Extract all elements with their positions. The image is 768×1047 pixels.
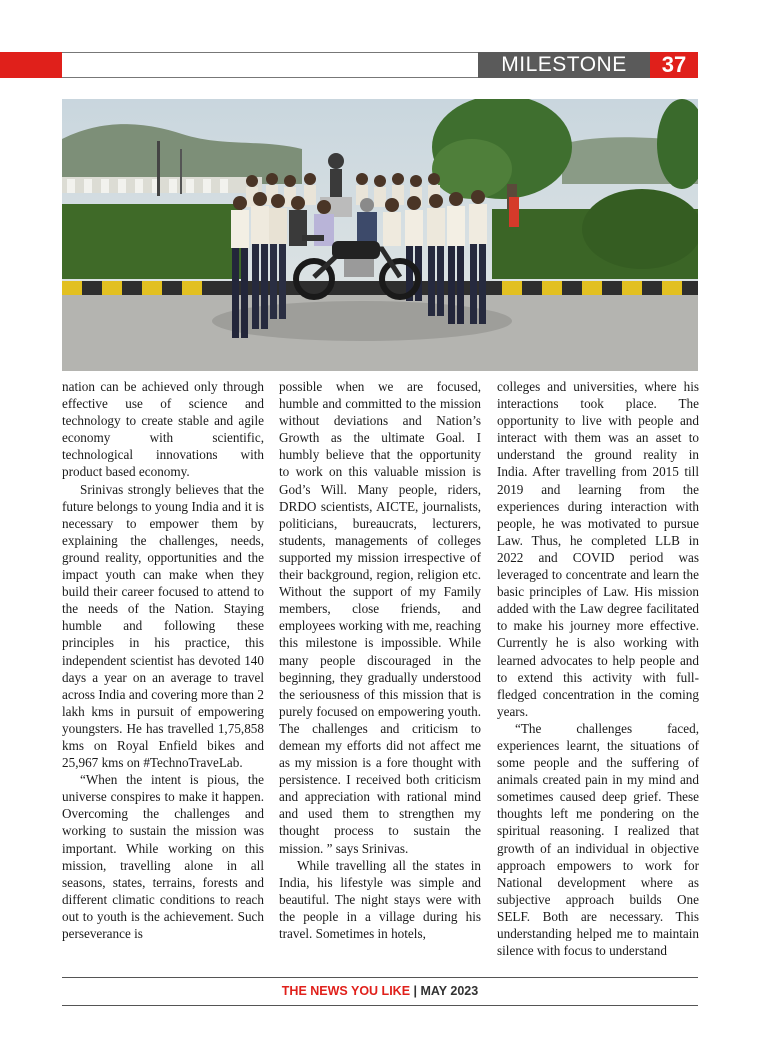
header-rule [62,52,478,78]
article-column-3 [497,378,699,959]
footer-rule-bottom [62,1005,698,1006]
group-photo [62,99,698,371]
paragraph: “When the intent is pious, the universe conspires to make it happen. Overcoming the challenges and working to sustain the mission was important. While working on this mission, travelling alone in all seasons, states, terrains, forests and different climatic conditions to reach out to youth is the achievement. Such perseverance is [62,772,264,941]
footer-separator: | [413,984,418,998]
paragraph: “The challenges faced, experiences learnt, the situations of some people and the suffering of animals created pain in my mind and sometimes caused deep grief. These thoughts left me pondering on the spiritual reasoning. I realized that growth of an individual in objective approach empowers to work for National development where as subjective approach builds One SELF. Both are necessary. This understanding helped me to maintain silence with focus to understand [497,720,699,959]
paragraph: While travelling all the states in India, his lifestyle was simple and beautiful. The night stays were with the people in a village during his travel. Sometimes in hotels, [279,857,481,941]
article-column-2 [279,378,481,942]
paragraph: colleges and universities, where his interactions took place. The opportunity to live with people and interact with them was an asset to understand the ground reality in India. After travelling from 2015 till 2019 and learning from the experiences during interaction with people, he was motivated to pursue Law. Thus, he completed LLB in 2022 and COVID period was leveraged to concentrate and learn the basic principles of Law. His mission added with the Law degree facilitated to make his journey more effective. Currently he is also working with learned advocates to help people and to extend this activity with full-fledged concentration in the coming years. [497,379,699,719]
footer-rule-top [62,977,698,978]
section-title: MILESTONE [478,52,650,78]
header-accent-bar [0,52,62,78]
page-number: 37 [650,52,698,78]
footer [62,984,698,998]
issue-date: MAY 2023 [420,984,479,998]
publication-name: THE NEWS YOU LIKE [281,984,411,998]
paragraph: possible when we are focused, humble and committed to the mission without deviations and Nation’s Growth as the ultimate Goal. I humbly believe that the opportunity to work on this valuable mission is God’s Will. Many people, riders, DRDO scientists, AICTE, journalists, politicians, bureaucrats, lecturers, students, managements of colleges supported my mission irrespective of their background, region, religion etc. Without the support of my Family members, close friends, and employees working with me, reaching this milestone is impossible. While many people discouraged in the beginning, they gradually understood the seriousness of this mission that is purely focused on empowering youth. The challenges and criticism to demean my efforts did not affect me as my mission is a fore thought with persistence. I received both criticism and appreciation with rational mind and used them to strengthen my thought process to sustain the mission. ” says Srinivas. [279,379,481,856]
paragraph: nation can be achieved only through effective use of science and technology to create stable and agile economy with scientific, technological innovations with product based economy. [62,379,264,480]
paragraph: Srinivas strongly believes that the future belongs to young India and it is necessary to empower them by explaining the challenges, needs, ground reality, opportunities and the impact youth can make when they build their career focused to attend to the needs of the Nation. Staying humble and following these principles in his practice, this independent scientist has devoted 140 days a year on an average to travel across India and covering more than 2 lakh kms in pursuit of empowering youngsters. He has travelled 1,75,858 kms on Royal Enfield bikes and 25,967 kms on #TechnoTraveLab. [62,481,264,771]
article-column-1 [62,378,264,942]
